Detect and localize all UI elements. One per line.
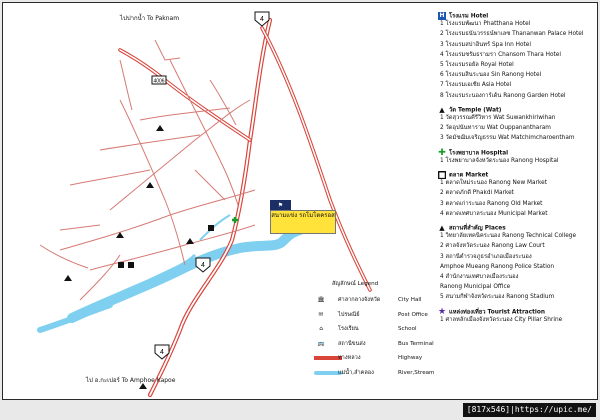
sidebar-section-title-text: สถานที่สำคัญ Places bbox=[449, 225, 506, 232]
sidebar-item: 3 ตลาดเก่าระนอง Ranong Old Market bbox=[440, 200, 543, 207]
sidebar-item: 5 สนามกีฬาจังหวัดระนอง Ranong Stadium bbox=[440, 294, 555, 301]
triangle-icon: ▲ bbox=[439, 105, 445, 114]
to-kapoe-label: ไป อ.กะเปอร์ To Amphoe Kapoe bbox=[86, 377, 176, 384]
sidebar-item: 2 วัดอุปนันทาราม Wat Ouppanantharam bbox=[440, 125, 551, 132]
cross-icon: ✚ bbox=[438, 147, 446, 158]
sidebar-item: Amphoe Mueang Ranong Police Station bbox=[440, 263, 555, 270]
sidebar-item: 1 โรงแรมพัฒนา Phatthana Hotel bbox=[440, 21, 531, 28]
sidebar-item: 1 ตลาดใหม่ระนอง Ranong New Market bbox=[440, 180, 547, 187]
sidebar-item: 4 ตลาดเทศบาลระนอง Municipal Market bbox=[440, 210, 548, 217]
sidebar-item: 7 โรงแรมเอเชีย Asia Hotel bbox=[440, 82, 512, 89]
legend-row-en: Highway bbox=[398, 355, 423, 362]
sidebar-section-title-text: โรงแรม Hotel bbox=[449, 13, 489, 20]
sidebar-item: 3 โรงแรมสปาอินทร์ Spa Inn Hotel bbox=[440, 41, 531, 48]
sidebar-item: 2 โรงแรมธนันวรรธน์พาเลซ Thananwan Palace Hotel bbox=[440, 31, 584, 38]
sidebar-section-title bbox=[438, 308, 545, 316]
legend-title-th: สัญลักษณ์ bbox=[332, 281, 356, 287]
watermark: [817x546]|https://upic.me/ bbox=[463, 403, 596, 417]
sidebar-item: 4 โรงแรมชรัมธรามรา Chansom Thara Hotel bbox=[440, 51, 561, 58]
sidebar-item: 3 สถานีตำรวจภูธรอำเภอเมืองระนอง bbox=[440, 253, 532, 260]
shield-3-label: 4 bbox=[160, 349, 164, 356]
to-paknam-label: ไปปากน้ำ To Paknam bbox=[120, 15, 180, 22]
road-shield-2 bbox=[196, 258, 210, 272]
sidebar-section-title-text: ตลาด Market bbox=[449, 172, 489, 179]
sidebar-item: 1 วิทยาลัยเทคนิคระนอง Ranong Technical College bbox=[440, 233, 577, 240]
sidebar-section-title bbox=[438, 171, 488, 179]
legend-row-en: School bbox=[398, 326, 417, 333]
legend-row-th: แม่น้ำ,ลำคลอง bbox=[338, 370, 374, 376]
legend-row-en: Post Office bbox=[398, 311, 428, 318]
city-hall-icon: 🏛 bbox=[317, 297, 325, 303]
legend-title-en: Legend bbox=[357, 281, 379, 287]
sidebar-item: 1 โรงพยาบาลจังหวัดระนอง Ranong Hospital bbox=[440, 157, 559, 164]
sidebar-section-title bbox=[438, 106, 501, 114]
legend-row-th: ไปรษณีย์ bbox=[338, 311, 360, 318]
motocross-callout: สนามแข่ง รถโมโตครอส bbox=[270, 210, 336, 234]
legend-row-en: Bus Terminal bbox=[398, 340, 434, 347]
sidebar-item: 3 วัดมัชฌิมเจริญธรรม Wat Matchimcharoentham bbox=[440, 135, 575, 142]
sidebar-section-title bbox=[438, 149, 508, 157]
triangle-icon: ▲ bbox=[439, 224, 445, 232]
sidebar-section-title-text: วัด Temple (Wat) bbox=[449, 107, 502, 114]
sidebar-section-title bbox=[438, 224, 506, 232]
sidebar-item: Ranong Municipal Office bbox=[440, 284, 511, 291]
sidebar-section-title bbox=[438, 12, 488, 20]
sidebar-item: 5 โรงแรมรอยัล Royal Hotel bbox=[440, 62, 514, 68]
bus-terminal-icon: 🚌 bbox=[317, 340, 325, 347]
sidebar-item: 4 สำนักงานเทศบาลเมืองระนอง bbox=[440, 274, 519, 280]
sidebar-item: 6 โรงแรมสินระนอง Sin Ranong Hotel bbox=[440, 72, 542, 79]
square-icon: ■ bbox=[438, 171, 446, 179]
legend-title bbox=[332, 282, 378, 288]
school-icon: ⌂ bbox=[319, 326, 323, 333]
legend-row-th: สถานีขนส่ง bbox=[338, 340, 366, 347]
moto-flag-icon: ⚑ bbox=[270, 200, 291, 212]
legend-row-en: City Hall bbox=[398, 297, 422, 303]
sidebar-item: 1 วัดสุวรรณคีรีวิหาร Wat Suwankhiriwihan bbox=[440, 115, 556, 121]
legend-row-th: โรงเรียน bbox=[338, 326, 359, 333]
river-branch bbox=[40, 305, 110, 330]
shield-1-label: 4 bbox=[260, 16, 264, 23]
road-shield-4006 bbox=[152, 76, 166, 85]
shield-2-label: 4 bbox=[201, 262, 205, 269]
legend-row-th: ทางหลวง bbox=[338, 355, 361, 362]
legend-row-th: ศาลากลางจังหวัด bbox=[338, 297, 381, 303]
sidebar-item: 2 ตลาดภักดี Phakdi Market bbox=[440, 190, 514, 197]
sidebar-item: 1 ศาลหลักเมืองจังหวัดระนอง City Pillar Shrine bbox=[440, 316, 563, 323]
post-office-icon: ✉ bbox=[318, 311, 324, 318]
sidebar-item: 2 ศาลจังหวัดระนอง Ranong Law Court bbox=[440, 243, 545, 250]
river-icon bbox=[314, 371, 328, 377]
legend-row-en: River,Stream bbox=[398, 370, 435, 376]
H-icon: H bbox=[439, 12, 445, 19]
star-icon: ★ bbox=[438, 306, 447, 317]
highway-icon bbox=[314, 356, 328, 362]
sidebar-item: 8 โรงแรมระนองการ์เด้น Ranong Garden Hotel bbox=[440, 92, 566, 99]
sidebar-section-title-text: แหล่งท่องเที่ยว Tourist Attraction bbox=[449, 309, 546, 316]
sidebar-section-title-text: โรงพยาบาล Hospital bbox=[449, 150, 509, 157]
shield-4006-label: 4006 bbox=[153, 78, 165, 85]
stream-2 bbox=[200, 215, 230, 240]
